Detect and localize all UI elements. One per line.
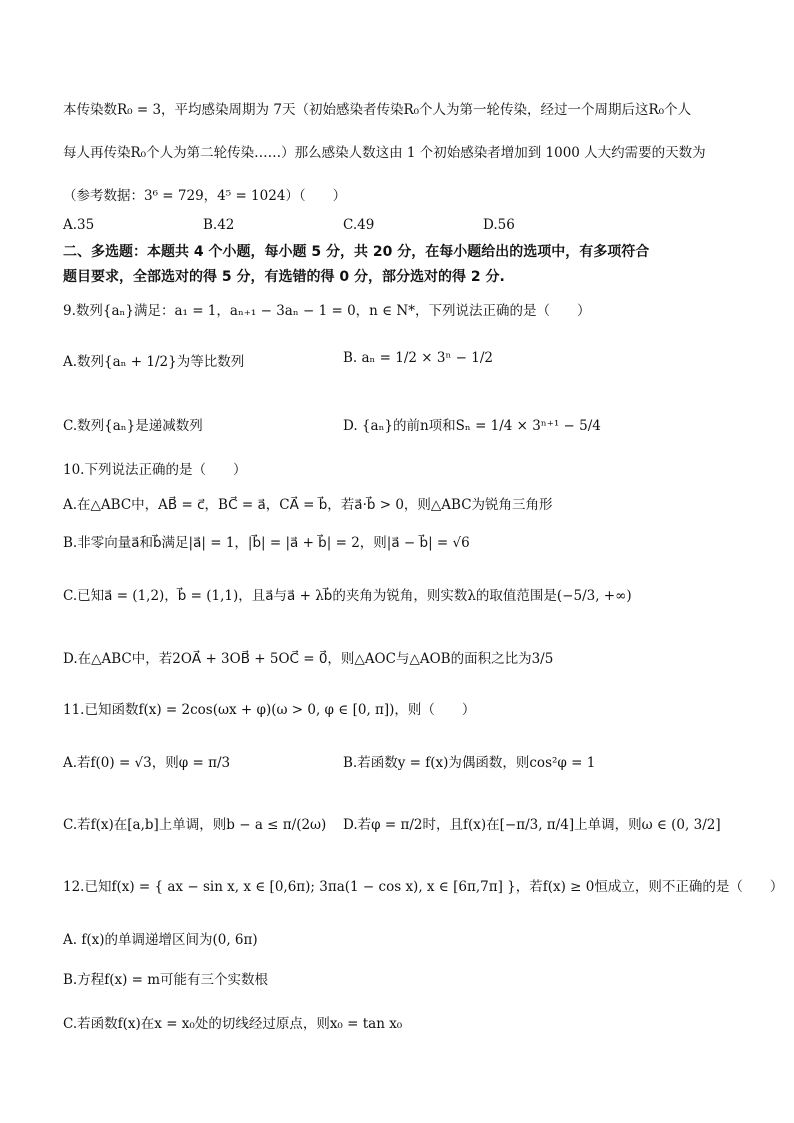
q9-option-c: C.数列{aₙ}是递减数列	[63, 418, 203, 434]
q11-option-b: B.若函数y = f(x)为偶函数，则cos²φ = 1	[343, 755, 596, 771]
q12-stem: 12.已知f(x) = { ax − sin x, x ∈ [0,6π); 3πa(1 − cos x), x ∈ [6π,7π] }，若f(x) ≥ 0恒成立，则不正确的是（ ）	[63, 879, 784, 895]
q8-choice-d: D.56	[483, 217, 515, 233]
q9-option-b: B. aₙ = 1/2 × 3ⁿ − 1/2	[343, 350, 493, 366]
q12-option-a: A. f(x)的单调递增区间为(0, 6π)	[63, 932, 258, 948]
q8-text-line-2: 每人再传染R₀个人为第二轮传染……）那么感染人数这由 1 个初始感染者增加到 1000 人大约需要的天数为	[63, 145, 706, 161]
q8-choices	[63, 217, 743, 233]
q12-option-c: C.若函数f(x)在x = x₀处的切线经过原点，则x₀ = tan x₀	[63, 1016, 403, 1032]
q10-option-a: A.在△ABC中，AB⃗ = c⃗，BC⃗ = a⃗，CA⃗ = b⃗，若a⃗·b⃗ > 0，则△ABC为锐角三角形	[63, 497, 553, 513]
q10-stem: 10.下列说法正确的是（ ）	[63, 462, 247, 478]
q11-stem: 11.已知函数f(x) = 2cos(ωx + φ)(ω > 0, φ ∈ [0, π])，则（ ）	[63, 702, 476, 718]
q10-option-c: C.已知a⃗ = (1,2)，b⃗ = (1,1)，且a⃗与a⃗ + λb⃗的夹角为锐角，则实数λ的取值范围是(−5/3, +∞)	[63, 588, 632, 604]
q9-option-a: A.数列{aₙ + 1/2}为等比数列	[63, 354, 245, 370]
q9-option-d: D. {aₙ}的前n项和Sₙ = 1/4 × 3ⁿ⁺¹ − 5/4	[343, 418, 601, 434]
q10-option-b: B.非零向量a⃗和b⃗满足|a⃗| = 1，|b⃗| = |a⃗ + b⃗| = 2，则|a⃗ − b⃗| = √6	[63, 535, 470, 551]
q11-option-d: D.若φ = π/2时，且f(x)在[−π/3, π/4]上单调，则ω ∈ (0, 3/2]	[343, 817, 721, 833]
q9-stem: 9.数列{aₙ}满足：a₁ = 1，aₙ₊₁ − 3aₙ − 1 = 0，n ∈ N*，下列说法正确的是（ ）	[63, 303, 591, 319]
q8-text-line-3: （参考数据：3⁶ = 729，4⁵ = 1024）（ ）	[63, 188, 347, 204]
q8-choice-a: A.35	[63, 217, 95, 233]
section-2-heading-line-1: 二、多选题：本题共 4 个小题，每小题 5 分，共 20 分，在每小题给出的选项中，有多项符合	[63, 244, 650, 260]
q8-text-line-1: 本传染数R₀ = 3，平均感染周期为 7天（初始感染者传染R₀个人为第一轮传染，经过一个周期后这R₀个人	[63, 102, 692, 118]
q11-option-c: C.若f(x)在[a,b]上单调，则b − a ≤ π/(2ω)	[63, 817, 327, 833]
q11-option-a: A.若f(0) = √3，则φ = π/3	[63, 755, 231, 771]
q12-option-b: B.方程f(x) = m可能有三个实数根	[63, 972, 269, 988]
q10-option-d: D.在△ABC中，若2OA⃗ + 3OB⃗ + 5OC⃗ = 0⃗，则△AOC与△AOB的面积之比为3/5	[63, 651, 554, 667]
q8-choice-b: B.42	[203, 217, 235, 233]
q8-choice-c: C.49	[343, 217, 375, 233]
section-2-heading-line-2: 题目要求，全部选对的得 5 分，有选错的得 0 分，部分选对的得 2 分.	[63, 269, 505, 285]
